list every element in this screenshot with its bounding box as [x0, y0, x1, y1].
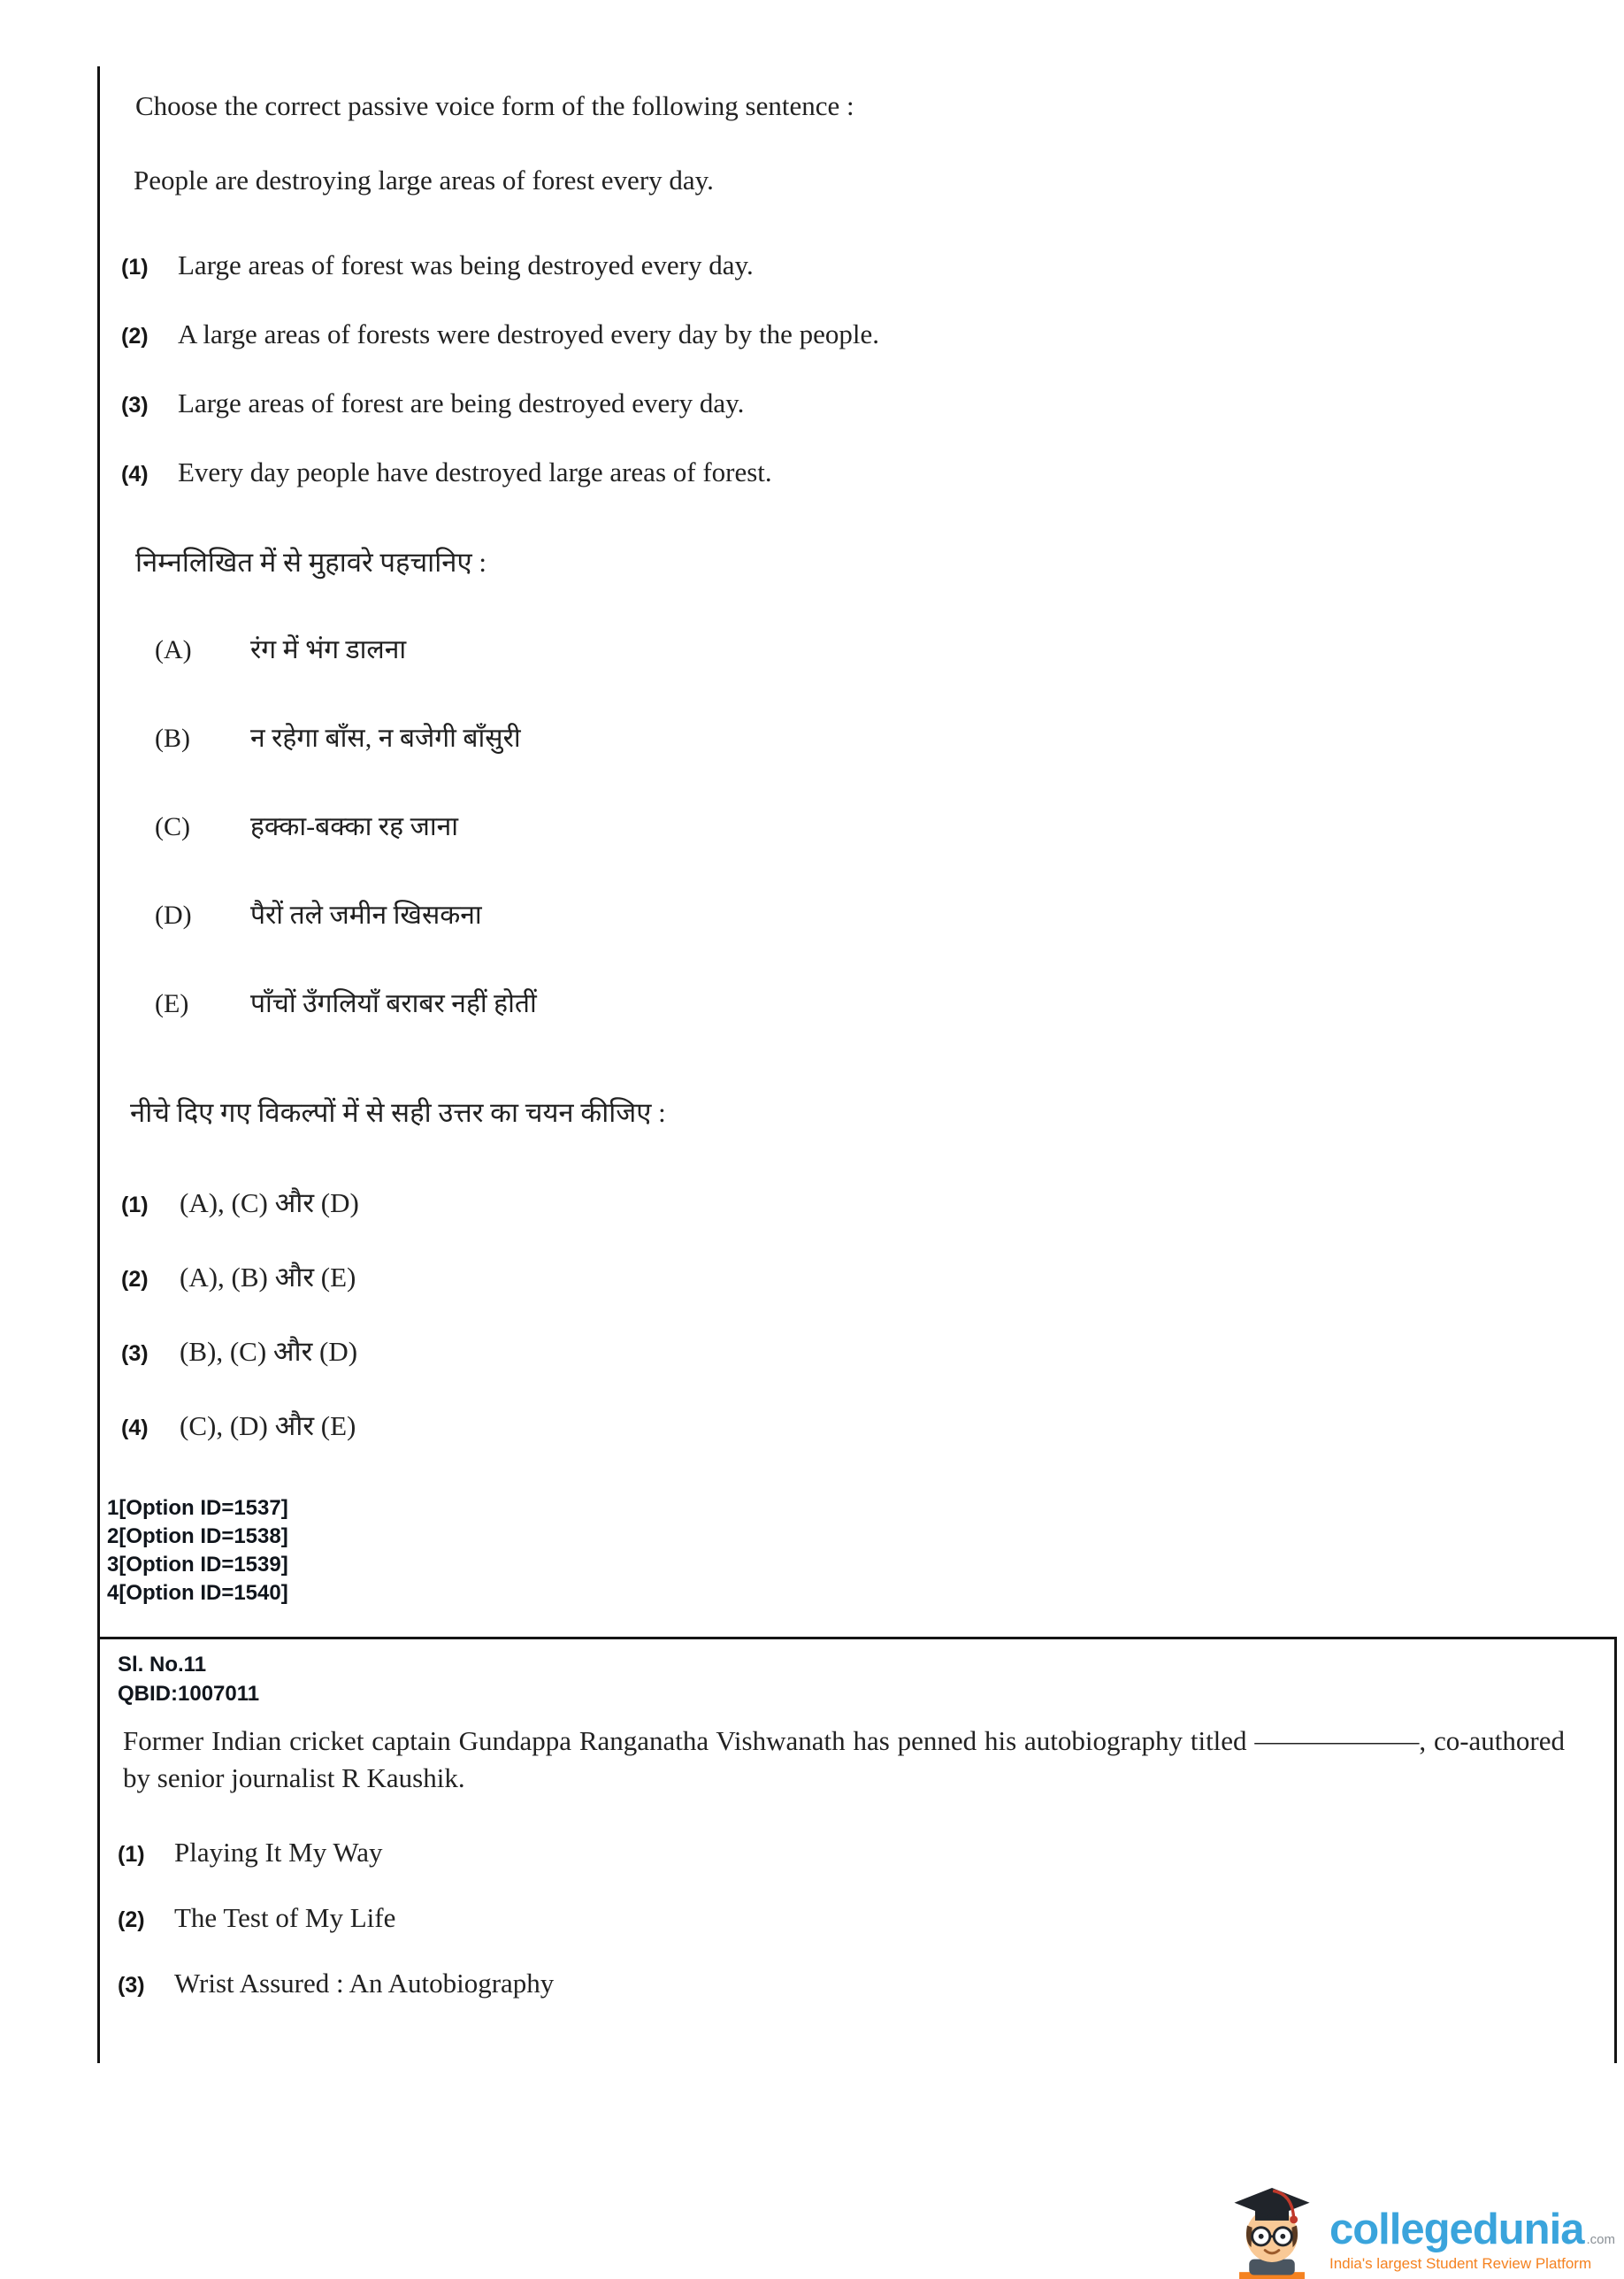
option-number: (2)	[121, 324, 149, 349]
hindi-item-a	[155, 631, 1590, 670]
option-text: (A), (B) और (E)	[180, 1262, 356, 1293]
mascot-graduate-icon	[1227, 2180, 1317, 2279]
option-number: (3)	[121, 393, 149, 418]
item-label: (C)	[155, 812, 190, 841]
option-number: (2)	[118, 1907, 145, 1932]
hindi-answer-option-2	[121, 1261, 1590, 1294]
option-id: 4[Option ID=1540]	[107, 1581, 288, 1605]
answer-option-1	[121, 249, 1590, 282]
collegedunia-logo[interactable]	[1227, 2180, 1615, 2279]
option-text: A large areas of forests were destroyed every day by the people.	[178, 318, 880, 349]
hindi-answer-option-3	[121, 1335, 1590, 1369]
hindi-item-b	[155, 719, 1590, 758]
hindi-question-prompt: निम्नलिखित में से मुहावरे पहचानिए :	[135, 547, 486, 578]
item-label: (D)	[155, 901, 192, 930]
option-text: Every day people have destroyed large areas of forest.	[178, 457, 772, 487]
item-label: (E)	[155, 989, 189, 1018]
brand-tagline: India's largest Student Review Platform	[1329, 2255, 1592, 2272]
option-text: Large areas of forest was being destroyed every day.	[178, 249, 754, 280]
option-text: Large areas of forest are being destroyed every day.	[178, 388, 745, 418]
option-number: (3)	[121, 1341, 149, 1366]
item-text: न रहेगा बाँस, न बजेगी बाँसुरी	[250, 724, 521, 753]
option-text: Playing It My Way	[174, 1837, 383, 1868]
option-id: 2[Option ID=1538]	[107, 1524, 288, 1548]
option-text: (B), (C) और (D)	[180, 1336, 358, 1367]
brand-name: collegedunia	[1329, 2206, 1584, 2253]
item-label: (B)	[155, 724, 190, 753]
question-sentence: People are destroying large areas of forest every day.	[134, 165, 714, 196]
brand-text-block	[1329, 2206, 1615, 2279]
answer-option-2	[118, 1901, 1584, 1935]
item-label: (A)	[155, 635, 192, 664]
mascot-svg	[1227, 2180, 1317, 2279]
item-text: हक्का-बक्का रह जाना	[250, 812, 459, 841]
option-id: 3[Option ID=1539]	[107, 1553, 288, 1577]
answer-option-1	[118, 1836, 1584, 1869]
option-number: (2)	[121, 1267, 149, 1292]
serial-number: Sl. No.11	[118, 1653, 207, 1677]
hindi-item-d	[155, 896, 1590, 935]
answer-option-4	[121, 456, 1590, 489]
option-id-list	[107, 1494, 1590, 1608]
answer-option-2	[121, 318, 1590, 351]
option-text: (A), (C) और (D)	[180, 1187, 359, 1218]
question-prompt: Choose the correct passive voice form of the following sentence :	[135, 90, 854, 121]
option-number: (3)	[118, 1973, 145, 1998]
answer-options	[118, 1836, 1584, 2000]
item-text: पाँचों उँगलियाँ बराबर नहीं होतीं	[250, 989, 537, 1018]
hindi-answer-option-4	[121, 1409, 1590, 1443]
hindi-answer-option-1	[121, 1186, 1590, 1220]
question-block-cricket	[97, 1637, 1617, 2063]
option-text: (C), (D) और (E)	[180, 1410, 356, 1441]
answer-option-3	[121, 387, 1590, 420]
question-text: Former Indian cricket captain Gundappa Ranganatha Vishwanath has penned his autobiography titled ——————, co-authored by senior journalist R Kaushik.	[123, 1725, 1565, 1793]
option-text: Wrist Assured : An Autobiography	[174, 1968, 555, 1999]
hindi-instruction: नीचे दिए गए विकल्पों में से सही उत्तर का चयन कीजिए :	[130, 1097, 666, 1128]
option-number: (1)	[118, 1842, 145, 1867]
option-text: The Test of My Life	[174, 1902, 396, 1933]
brand-tld: .com	[1586, 2232, 1615, 2247]
option-number: (1)	[121, 1193, 149, 1217]
option-number: (4)	[121, 462, 149, 487]
option-number: (1)	[121, 255, 149, 280]
question-block-passive-voice	[97, 66, 1617, 1637]
option-number: (4)	[121, 1416, 149, 1440]
item-text: रंग में भंग डालना	[250, 635, 407, 664]
answer-option-3	[118, 1967, 1584, 2000]
hindi-item-c	[155, 808, 1590, 847]
option-id: 1[Option ID=1537]	[107, 1496, 288, 1520]
item-text: पैरों तले जमीन खिसकना	[250, 901, 482, 930]
hindi-item-e	[155, 985, 1590, 1024]
qbid: QBID:1007011	[118, 1682, 260, 1706]
